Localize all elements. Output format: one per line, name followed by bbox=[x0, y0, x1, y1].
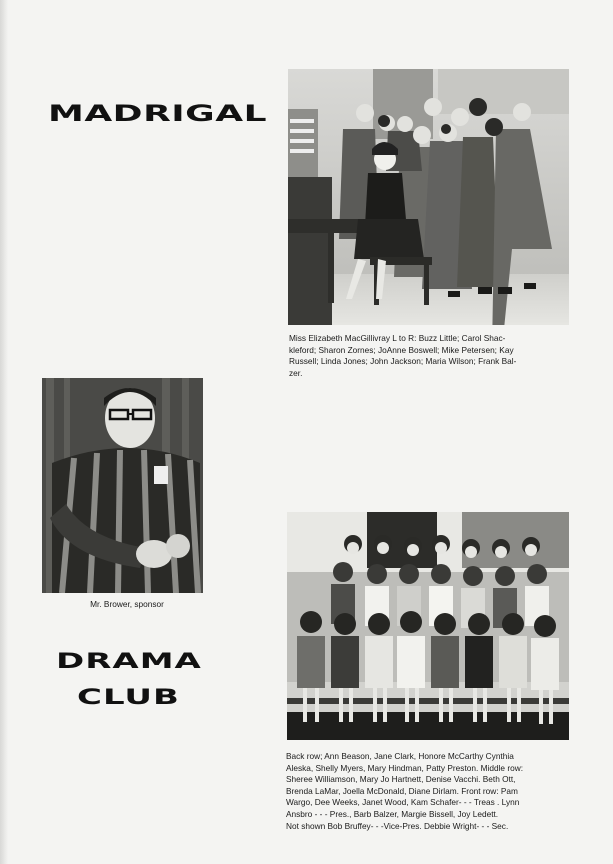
sponsor-caption: Mr. Brower, sponsor bbox=[90, 599, 164, 609]
caption-line: Back row; Ann Beason, Jane Clark, Honore McCarthy Cynthia bbox=[286, 751, 514, 761]
caption-line: Brenda LaMar, Joella McDonald, Diane Dirlam. Front row: Pam bbox=[286, 785, 518, 796]
madrigal-caption bbox=[289, 333, 569, 379]
madrigal-group-photo bbox=[288, 69, 569, 325]
club-heading: CLUB bbox=[77, 685, 180, 710]
caption-line: kleford; Sharon Zornes; JoAnne Boswell; Mike Petersen; Kay bbox=[289, 344, 514, 355]
drama-heading: DRAMA bbox=[56, 649, 202, 674]
caption-line: Ansbro - - - Pres., Barb Balzer, Margie Bissell, Joy Ledett. bbox=[286, 808, 499, 819]
page-binding-edge bbox=[0, 0, 8, 864]
caption-line: Aleska, Shelly Myers, Mary Hindman, Patty Preston. Middle row: bbox=[286, 762, 524, 773]
caption-line: Miss Elizabeth MacGillivray L to R: Buzz Little; Carol Shac- bbox=[289, 333, 506, 343]
caption-line: Wargo, Dee Weeks, Janet Wood, Kam Schafer- - - Treas . Lynn bbox=[286, 797, 520, 808]
madrigal-heading: MADRIGAL bbox=[48, 101, 268, 127]
drama-club-group-photo bbox=[287, 512, 569, 740]
sponsor-portrait-photo bbox=[42, 378, 203, 593]
caption-line: Russell; Linda Jones; John Jackson; Maria Wilson; Frank Bal- bbox=[289, 356, 517, 367]
caption-line: zer. bbox=[289, 367, 303, 378]
caption-line: Not shown Bob Bruffey- - -Vice-Pres. Debbie Wright- - - Sec. bbox=[286, 820, 509, 831]
drama-club-caption bbox=[286, 751, 576, 832]
caption-line: Sheree Williamson, Mary Jo Hartnett, Denise Vacchi. Beth Ott, bbox=[286, 774, 516, 785]
